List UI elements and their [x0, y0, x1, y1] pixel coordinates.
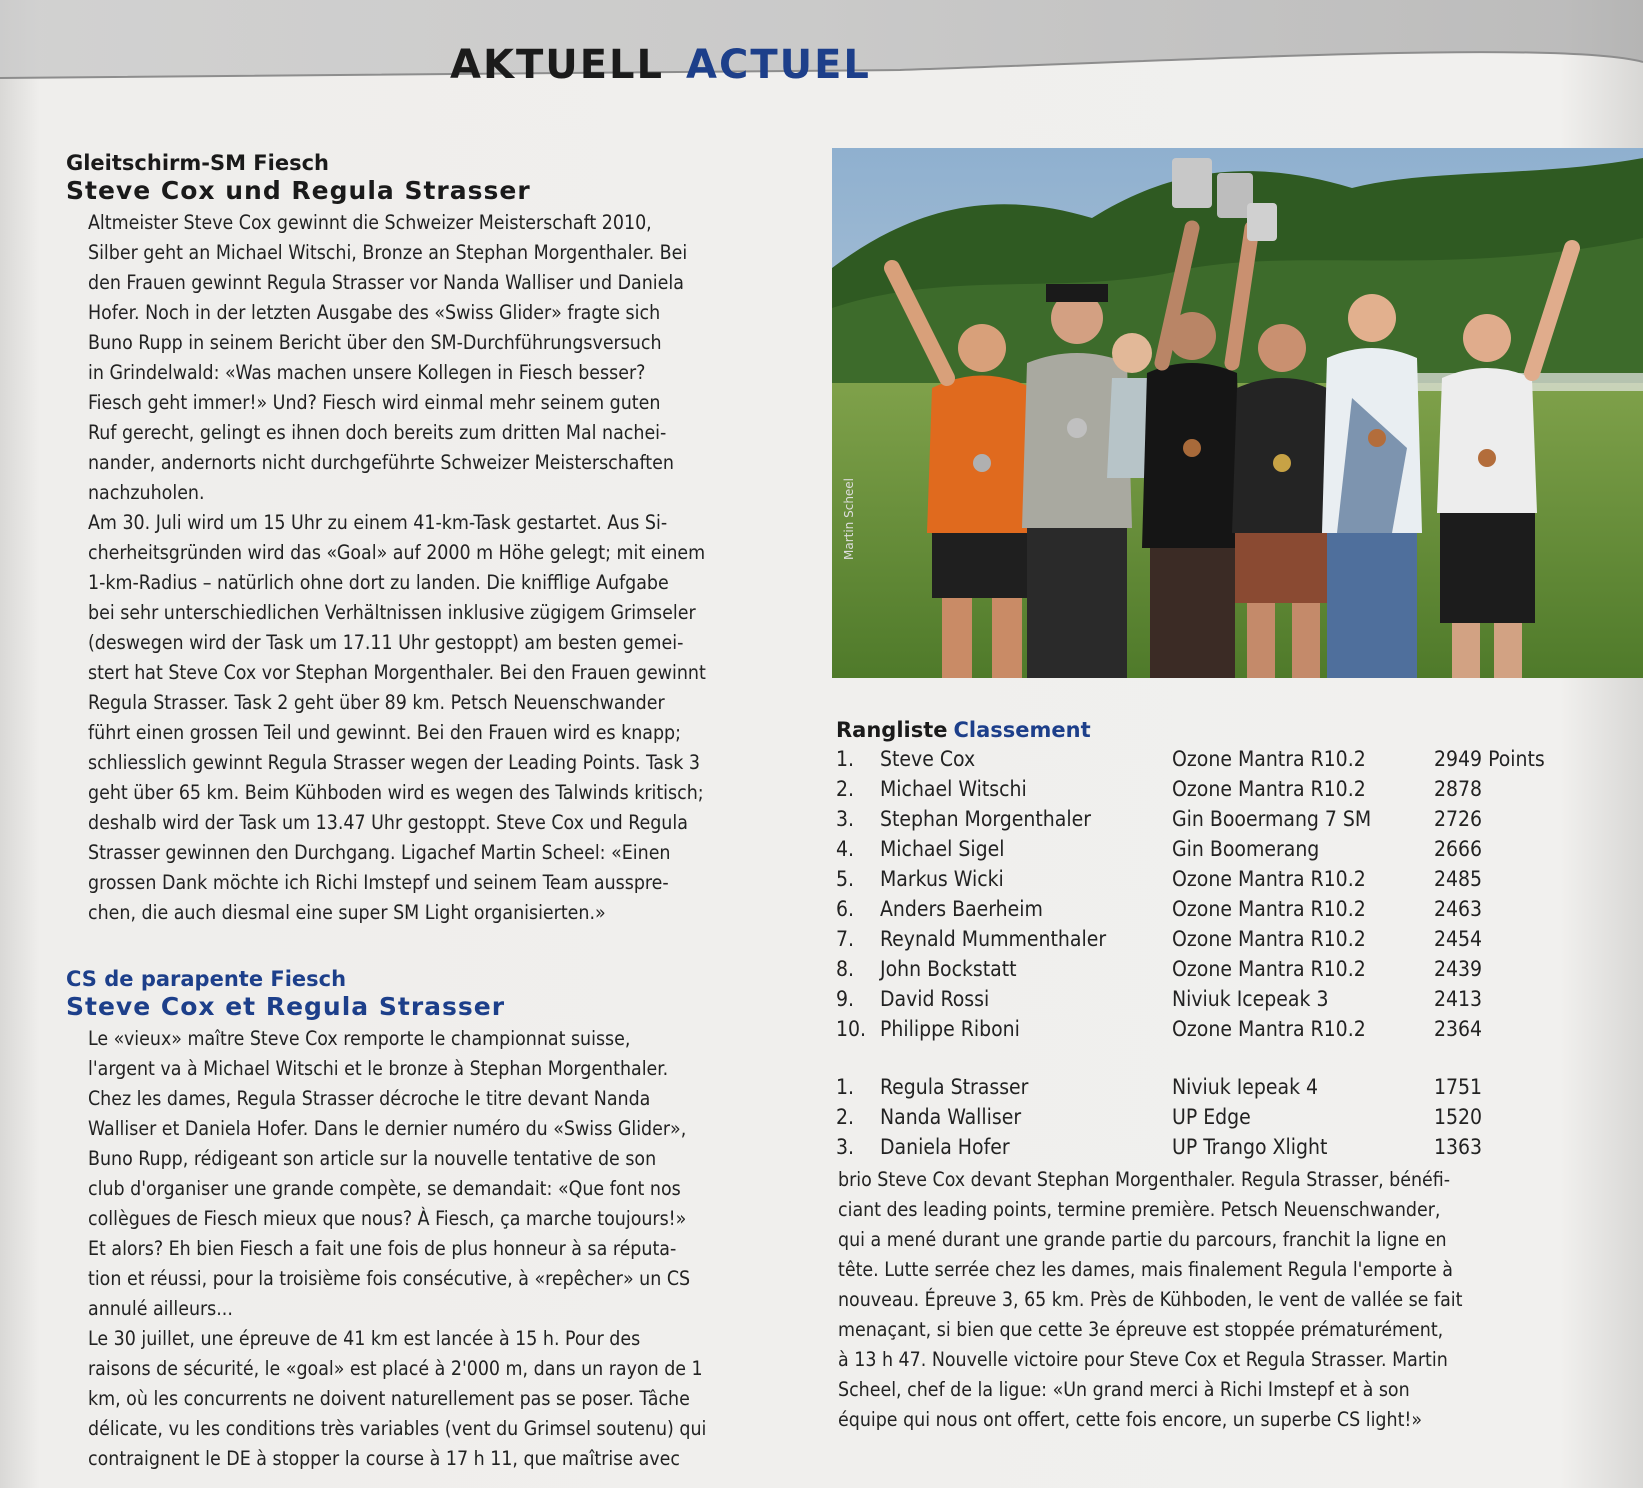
ranking-row-women — [836, 1132, 1545, 1162]
fr-kicker: CS de parapente Fiesch — [66, 967, 347, 991]
section-title-fr: ACTUEL — [686, 42, 871, 88]
pilot-name: Philippe Riboni — [880, 1017, 1020, 1041]
glider-model: UP Edge — [1172, 1105, 1251, 1129]
pilot-name: John Bockstatt — [880, 957, 1017, 981]
ranking-row-women — [836, 1072, 1545, 1102]
ranking-row-men — [836, 804, 1545, 834]
left-column — [66, 150, 786, 1474]
text-line: Buno Rupp in seinem Bericht über den SM-Durchführungsversuch — [88, 331, 662, 354]
points-value: 2454 — [1434, 927, 1483, 951]
ranking-title — [836, 716, 1626, 744]
text-line: deshalb wird der Task um 13.47 Uhr gestoppt. Steve Cox und Regula — [88, 811, 688, 834]
text-line: schliesslich gewinnt Regula Strasser wegen der Leading Points. Task 3 — [88, 751, 700, 774]
rank-position: 3. — [836, 807, 855, 831]
glider-model: Ozone Mantra R10.2 — [1172, 927, 1366, 951]
rank-position: 1. — [836, 1075, 855, 1099]
text-line: ciant des leading points, termine première. Petsch Neuenschwander, — [838, 1198, 1441, 1221]
text-line: Ruf gerecht, gelingt es ihnen doch bereits zum dritten Mal nachei- — [88, 421, 667, 444]
section-title — [450, 42, 871, 88]
text-line: bei sehr unterschiedlichen Verhältnissen inklusive zügigem Grimseler — [88, 601, 696, 624]
section-title-de: AKTUELL — [450, 42, 665, 88]
text-line: équipe qui nous ont offert, cette fois encore, un superbe CS light!» — [838, 1408, 1423, 1431]
text-line: à 13 h 47. Nouvelle victoire pour Steve Cox et Regula Strasser. Martin — [838, 1348, 1448, 1371]
glider-model: Niviuk Iepeak 4 — [1172, 1075, 1319, 1099]
ranking-row-men — [836, 864, 1545, 894]
text-line: chen, die auch diesmal eine super SM Light organisierten.» — [88, 901, 606, 924]
glider-model: Ozone Mantra R10.2 — [1172, 867, 1366, 891]
text-line: Strasser gewinnen den Durchgang. Ligachef Martin Scheel: «Einen — [88, 841, 671, 864]
glider-model: Gin Boomerang — [1172, 837, 1320, 861]
rank-position: 3. — [836, 1135, 855, 1159]
text-line: tion et réussi, pour la troisième fois consécutive, à «repêcher» un CS — [88, 1267, 691, 1290]
text-line: tête. Lutte serrée chez les dames, mais finalement Regula l'emporte à — [838, 1258, 1453, 1281]
glider-model: Ozone Mantra R10.2 — [1172, 1017, 1366, 1041]
text-line: menaçant, si bien que cette 3e épreuve est stoppée prématurément, — [838, 1318, 1444, 1341]
text-line: (deswegen wird der Task um 17.11 Uhr gestoppt) am besten gemei- — [88, 631, 684, 654]
text-line: geht über 65 km. Beim Kühboden wird es wegen des Talwinds kritisch; — [88, 781, 704, 804]
de-paragraph-2 — [66, 508, 786, 928]
text-line: Buno Rupp, rédigeant son article sur la nouvelle tentative de son — [88, 1147, 657, 1170]
text-line: Chez les dames, Regula Strasser décroche le titre devant Nanda — [88, 1087, 651, 1110]
de-kicker: Gleitschirm-SM Fiesch — [66, 151, 329, 175]
ranking-row-men — [836, 1014, 1545, 1044]
pilot-name: Markus Wicki — [880, 867, 1004, 891]
points-value: 2878 — [1434, 777, 1483, 801]
ranking-row-men — [836, 744, 1545, 774]
pilot-name: Regula Strasser — [880, 1075, 1029, 1099]
text-line: nachzuholen. — [88, 481, 205, 504]
glider-model: Ozone Mantra R10.2 — [1172, 747, 1366, 771]
text-line: nouveau. Épreuve 3, 65 km. Près de Kühboden, le vent de vallée se fait — [838, 1288, 1463, 1311]
ranking-table — [836, 744, 1545, 1162]
text-line: führt einen grossen Teil und gewinnt. Bei den Frauen wird es knapp; — [88, 721, 681, 744]
ranking-title-de: Rangliste — [836, 718, 948, 742]
fr-continued — [838, 1165, 1628, 1435]
text-line: brio Steve Cox devant Stephan Morgenthaler. Regula Strasser, bénéfi- — [838, 1168, 1451, 1191]
text-line: annulé ailleurs... — [88, 1297, 233, 1320]
points-value: 2485 — [1434, 867, 1483, 891]
points-value: 2439 — [1434, 957, 1483, 981]
section-header — [0, 0, 1643, 88]
pilot-name: Stephan Morgenthaler — [880, 807, 1092, 831]
de-headline: Steve Cox und Regula Strasser — [66, 176, 531, 205]
text-line: stert hat Steve Cox vor Stephan Morgenthaler. Bei den Frauen gewinnt — [88, 661, 706, 684]
text-line: den Frauen gewinnt Regula Strasser vor Nanda Walliser und Daniela — [88, 271, 684, 294]
ranking-row-men — [836, 834, 1545, 864]
ranking-row-men — [836, 894, 1545, 924]
text-line: club d'organiser une grande compète, se demandait: «Que font nos — [88, 1177, 681, 1200]
text-line: in Grindelwald: «Was machen unsere Kollegen in Fiesch besser? — [88, 361, 646, 384]
de-body — [66, 208, 786, 928]
rank-position: 6. — [836, 897, 855, 921]
text-line: l'argent va à Michael Witschi et le bronze à Stephan Morgenthaler. — [88, 1057, 669, 1080]
rank-position: 10. — [836, 1017, 867, 1041]
text-line: Altmeister Steve Cox gewinnt die Schweizer Meisterschaft 2010, — [88, 211, 652, 234]
text-line: Et alors? Eh bien Fiesch a fait une fois de plus honneur à sa réputa- — [88, 1237, 677, 1260]
rank-position: 7. — [836, 927, 855, 951]
pilot-name: Daniela Hofer — [880, 1135, 1010, 1159]
rank-position: 1. — [836, 747, 855, 771]
pilot-name: Michael Witschi — [880, 777, 1027, 801]
rank-position: 8. — [836, 957, 855, 981]
ranking-row-women — [836, 1102, 1545, 1132]
text-line: collègues de Fiesch mieux que nous? À Fiesch, ça marche toujours!» — [88, 1207, 687, 1230]
rank-position: 9. — [836, 987, 855, 1011]
fr-paragraph-2 — [66, 1324, 786, 1474]
glider-model: Ozone Mantra R10.2 — [1172, 957, 1366, 981]
ranking-row-men — [836, 954, 1545, 984]
rank-position: 5. — [836, 867, 855, 891]
text-line: Le «vieux» maître Steve Cox remporte le championnat suisse, — [88, 1027, 631, 1050]
ranking-row-men — [836, 984, 1545, 1014]
text-line: Le 30 juillet, une épreuve de 41 km est lancée à 15 h. Pour des — [88, 1327, 641, 1350]
text-line: km, où les concurrents ne doivent naturellement pas se poser. Tâche — [88, 1387, 690, 1410]
text-line: raisons de sécurité, le «goal» est placé à 2'000 m, dans un rayon de 1 — [88, 1357, 703, 1380]
glider-model: Gin Booermang 7 SM — [1172, 807, 1372, 831]
de-paragraph-1 — [66, 208, 786, 508]
pilot-name: Michael Sigel — [880, 837, 1005, 861]
text-line: Hofer. Noch in der letzten Ausgabe des «Swiss Glider» fragte sich — [88, 301, 661, 324]
text-line: Am 30. Juli wird um 15 Uhr zu einem 41-km-Task gestartet. Aus Si- — [88, 511, 668, 534]
fr-paragraph-continued — [838, 1165, 1628, 1435]
rank-position: 2. — [836, 1105, 855, 1129]
glider-model: Niviuk Icepeak 3 — [1172, 987, 1329, 1011]
text-line: cherheitsgründen wird das «Goal» auf 2000 m Höhe gelegt; mit einem — [88, 541, 706, 564]
text-line: contraignent le DE à stopper la course à 17 h 11, que maîtrise avec — [88, 1447, 680, 1470]
points-value: 1751 — [1434, 1075, 1483, 1099]
pilot-name: Reynald Mummenthaler — [880, 927, 1107, 951]
text-line: 1-km-Radius – natürlich ohne dort zu landen. Die knifflige Aufgabe — [88, 571, 669, 594]
points-value: 1363 — [1434, 1135, 1483, 1159]
rank-position: 2. — [836, 777, 855, 801]
text-line: délicate, vu les conditions très variables (vent du Grimsel soutenu) qui — [88, 1417, 707, 1440]
points-value: 2364 — [1434, 1017, 1483, 1041]
text-line: Scheel, chef de la ligue: «Un grand merci à Richi Imstepf et à son — [838, 1378, 1410, 1401]
points-value: 2726 — [1434, 807, 1483, 831]
text-line: nander, andernorts nicht durchgeführte Schweizer Meisterschaften — [88, 451, 674, 474]
ranking-row-men — [836, 924, 1545, 954]
text-line: grossen Dank möchte ich Richi Imstepf und seinem Team ausspre- — [88, 871, 669, 894]
winners-photo-image — [832, 148, 1643, 678]
points-value: 2949 Points — [1434, 747, 1545, 771]
glider-model: Ozone Mantra R10.2 — [1172, 777, 1366, 801]
text-line: qui a mené durant une grande partie du parcours, franchit la ligne en — [838, 1228, 1447, 1251]
photo-credit: Martin Scheel — [842, 477, 856, 560]
points-value: 2413 — [1434, 987, 1483, 1011]
fr-body — [66, 1024, 786, 1474]
ranking-row-men — [836, 774, 1545, 804]
text-line: Silber geht an Michael Witschi, Bronze an Stephan Morgenthaler. Bei — [88, 241, 688, 264]
text-line: Walliser et Daniela Hofer. Dans le dernier numéro du «Swiss Glider», — [88, 1117, 687, 1140]
pilot-name: Nanda Walliser — [880, 1105, 1022, 1129]
winners-photo — [832, 148, 1643, 678]
points-value: 2463 — [1434, 897, 1483, 921]
fr-headline: Steve Cox et Regula Strasser — [66, 992, 506, 1021]
pilot-name: Anders Baerheim — [880, 897, 1043, 921]
pilot-name: David Rossi — [880, 987, 990, 1011]
points-value: 2666 — [1434, 837, 1483, 861]
text-line: Fiesch geht immer!» Und? Fiesch wird einmal mehr seinem guten — [88, 391, 661, 414]
rank-position: 4. — [836, 837, 855, 861]
text-line: Regula Strasser. Task 2 geht über 89 km. Petsch Neuenschwander — [88, 691, 665, 714]
ranking-spacer — [836, 1044, 1545, 1072]
points-value: 1520 — [1434, 1105, 1483, 1129]
glider-model: Ozone Mantra R10.2 — [1172, 897, 1366, 921]
glider-model: UP Trango Xlight — [1172, 1135, 1328, 1159]
ranking-section — [836, 716, 1626, 1162]
ranking-title-fr: Classement — [953, 718, 1091, 742]
fr-paragraph-1 — [66, 1024, 786, 1324]
pilot-name: Steve Cox — [880, 747, 976, 771]
